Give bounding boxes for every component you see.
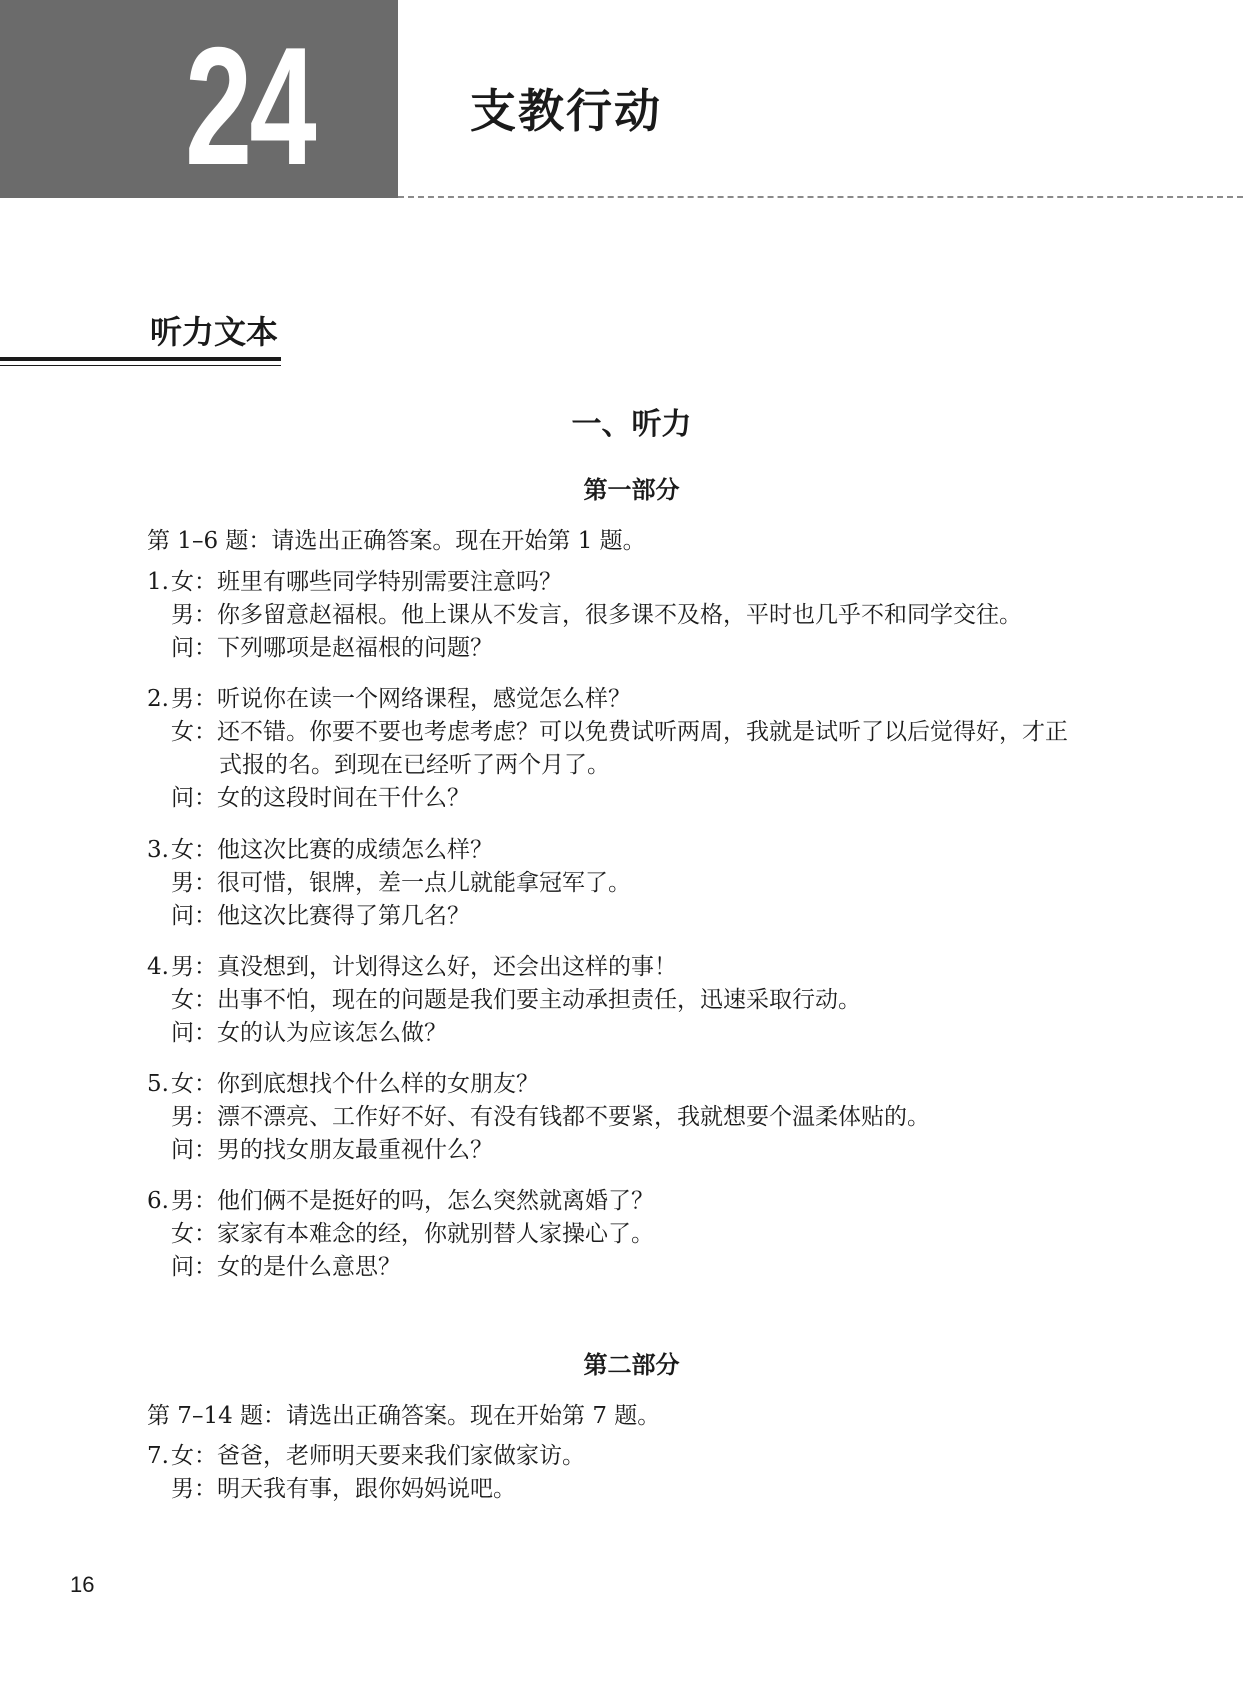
dialogue-text: 家家有本难念的经，你就别替人家操心了。 <box>217 1221 654 1247</box>
question-3 <box>147 834 1147 933</box>
dialogue-text: 听说你在读一个网络课程，感觉怎么样？ <box>217 686 631 712</box>
speaker-label: 男： <box>171 1188 217 1214</box>
dialogue-line <box>147 749 1147 782</box>
speaker-label: 问： <box>171 1254 217 1280</box>
question-1 <box>147 566 1147 665</box>
dialogue-line <box>147 566 1147 599</box>
question-number: 7. <box>147 1443 169 1469</box>
question-6 <box>147 1185 1147 1284</box>
dialogue-text: 男的找女朋友最重视什么？ <box>217 1137 493 1163</box>
speaker-label: 问： <box>171 903 217 929</box>
speaker-label: 男： <box>171 1476 217 1502</box>
dialogue-text: 女的是什么意思？ <box>217 1254 401 1280</box>
speaker-label: 女： <box>171 719 217 745</box>
dialogue-line <box>147 1068 1147 1101</box>
dialogue-line <box>147 951 1147 984</box>
chapter-number: 24 <box>185 12 314 200</box>
dialogue-text: 他这次比赛的成绩怎么样？ <box>217 837 493 863</box>
dialogue-line <box>147 900 1147 933</box>
speaker-label: 男： <box>171 602 217 628</box>
dialogue-text: 出事不怕，现在的问题是我们要主动承担责任，迅速采取行动。 <box>217 987 861 1013</box>
dialogue-line <box>147 1101 1147 1134</box>
speaker-label: 男： <box>171 870 217 896</box>
question-number: 6. <box>147 1188 169 1214</box>
dialogue-line <box>147 1218 1147 1251</box>
dialogue-text: 明天我有事，跟你妈妈说吧。 <box>217 1476 516 1502</box>
dialogue-line <box>147 1473 1147 1506</box>
dialogue-text: 女的认为应该怎么做？ <box>217 1020 447 1046</box>
dialogue-line <box>147 1134 1147 1167</box>
speaker-label: 问： <box>171 1137 217 1163</box>
question-number: 3. <box>147 837 169 863</box>
part2-instruction: 第 7–14 题：请选出正确答案。现在开始第 7 题。 <box>147 1403 661 1429</box>
dialogue-text: 他这次比赛得了第几名？ <box>217 903 470 929</box>
question-number: 2. <box>147 686 169 712</box>
section-heading: 听力文本 <box>150 313 279 351</box>
part1-instruction: 第 1–6 题：请选出正确答案。现在开始第 1 题。 <box>147 528 646 554</box>
question-2 <box>147 683 1147 815</box>
dialogue-line <box>147 867 1147 900</box>
dialogue-line <box>147 1185 1147 1218</box>
speaker-label: 女： <box>171 837 217 863</box>
dialogue-text: 真没想到，计划得这么好，还会出这样的事！ <box>217 954 677 980</box>
section-underline-thin <box>0 365 281 366</box>
speaker-label: 女： <box>171 1221 217 1247</box>
dialogue-text: 女的这段时间在干什么？ <box>217 785 470 811</box>
speaker-label: 女： <box>171 569 217 595</box>
speaker-label: 女： <box>171 1443 217 1469</box>
dialogue-text: 下列哪项是赵福根的问题？ <box>217 635 493 661</box>
dialogue-text: 还不错。你要不要也考虑考虑？可以免费试听两周，我就是试听了以后觉得好，才正 <box>217 719 1068 745</box>
dialogue-line <box>147 834 1147 867</box>
speaker-label: 女： <box>171 1071 217 1097</box>
dialogue-line <box>147 599 1147 632</box>
chapter-number-block <box>0 0 398 198</box>
speaker-label: 女： <box>171 987 217 1013</box>
listening-heading: 一、听力 <box>571 407 692 442</box>
speaker-label: 问： <box>171 785 217 811</box>
section-underline-thick <box>0 357 281 361</box>
part1-heading: 第一部分 <box>583 475 680 504</box>
dialogue-line <box>147 984 1147 1017</box>
dialogue-line <box>147 1017 1147 1050</box>
question-4 <box>147 951 1147 1050</box>
question-7 <box>147 1440 1147 1506</box>
dialogue-line <box>147 1251 1147 1284</box>
page-number: 16 <box>70 1572 95 1597</box>
dialogue-text: 很可惜，银牌，差一点儿就能拿冠军了。 <box>217 870 631 896</box>
header-dashed-divider <box>398 196 1243 198</box>
speaker-label: 问： <box>171 635 217 661</box>
speaker-label: 男： <box>171 1104 217 1130</box>
dialogue-text: 班里有哪些同学特别需要注意吗？ <box>217 569 562 595</box>
dialogue-line <box>147 683 1147 716</box>
dialogue-text: 漂不漂亮、工作好不好、有没有钱都不要紧，我就想要个温柔体贴的。 <box>217 1104 930 1130</box>
speaker-label: 问： <box>171 1020 217 1046</box>
dialogue-line <box>147 782 1147 815</box>
chapter-title: 支教行动 <box>470 84 662 138</box>
dialogue-line <box>147 632 1147 665</box>
dialogue-line <box>147 716 1147 749</box>
dialogue-text: 式报的名。到现在已经听了两个月了。 <box>219 752 610 778</box>
speaker-label: 男： <box>171 686 217 712</box>
dialogue-line <box>147 1440 1147 1473</box>
question-number: 5. <box>147 1071 169 1097</box>
speaker-label: 男： <box>171 954 217 980</box>
dialogue-text: 爸爸，老师明天要来我们家做家访。 <box>217 1443 585 1469</box>
dialogue-text: 你到底想找个什么样的女朋友？ <box>217 1071 539 1097</box>
dialogue-text: 他们俩不是挺好的吗，怎么突然就离婚了？ <box>217 1188 654 1214</box>
question-5 <box>147 1068 1147 1167</box>
part2-heading: 第二部分 <box>583 1350 680 1379</box>
question-number: 1. <box>147 569 169 595</box>
question-number: 4. <box>147 954 169 980</box>
dialogue-text: 你多留意赵福根。他上课从不发言，很多课不及格，平时也几乎不和同学交往。 <box>217 602 1022 628</box>
